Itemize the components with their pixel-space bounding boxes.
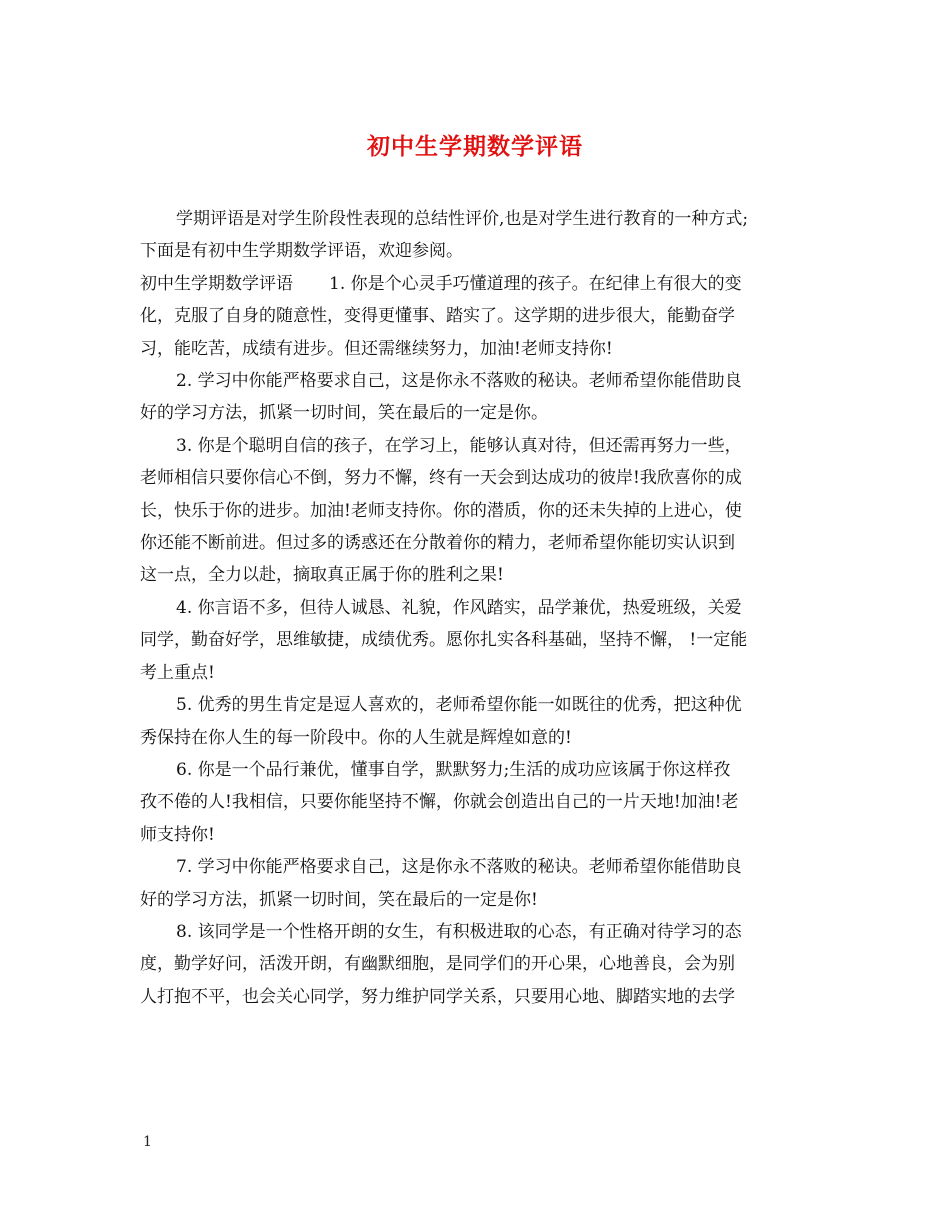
text-line: 好的学习方法，抓紧一切时间，笑在最后的一定是你! <box>140 889 538 910</box>
text-line: 习，能吃苦，成绩有进步。但还需继续努力，加油!老师支持你! <box>140 338 613 359</box>
document-body <box>140 203 820 1013</box>
page-number: 1 <box>143 1134 152 1150</box>
text-line: 3. 你是个聪明自信的孩子，在学习上，能够认真对待，但还需再努力一些， <box>176 435 742 456</box>
text-line: 长，快乐于你的进步。加油!老师支持你。你的潜质，你的还未失掉的上进心，使 <box>140 500 742 521</box>
text-line <box>140 268 820 300</box>
text-line: 秀保持在你人生的每一阶段中。你的人生就是辉煌如意的! <box>140 727 572 748</box>
text-line: 8. 该同学是一个性格开朗的女生，有积极进取的心态，有正确对待学习的态 <box>176 921 742 942</box>
text-line: 度，勤学好问，活泼开朗，有幽默细胞，是同学们的开心果，心地善良，会为别 <box>140 954 735 975</box>
text-line: 孜不倦的人!我相信，只要你能坚持不懈，你就会创造出自己的一片天地!加油!老 <box>140 792 739 813</box>
text-line: 7. 学习中你能严格要求自己，这是你永不落败的秘诀。老师希望你能借助良 <box>176 857 742 878</box>
text-line: 学期评语是对学生阶段性表现的总结性评价,也是对学生进行教育的一种方式; <box>176 209 749 229</box>
text-line: 6. 你是一个品行兼优，懂事自学，默默努力;生活的成功应该属于你这样孜 <box>176 759 731 780</box>
document-title: 初中生学期数学评语 <box>367 133 583 160</box>
text-line: 老师相信只要你信心不倒，努力不懈，终有一天会到达成功的彼岸!我欣喜你的成 <box>140 468 742 489</box>
text-line-content: 1. 你是个心灵手巧懂道理的孩子。在纪律上有很大的变 <box>329 273 742 294</box>
text-line: 人打抱不平，也会关心同学，努力维护同学关系，只要用心地、脚踏实地的去学 <box>140 986 735 1007</box>
text-line: 同学，勤奋好学，思维敏捷，成绩优秀。愿你扎实各科基础，坚持不懈， !一定能 <box>140 630 748 651</box>
text-line: 师支持你! <box>140 824 215 845</box>
text-line: 下面是有初中生学期数学评语，欢迎参阅。 <box>140 241 463 262</box>
text-line: 化，克服了自身的随意性，变得更懂事、踏实了。这学期的进步很大，能勤奋学 <box>140 306 735 327</box>
text-line: 4. 你言语不多，但待人诚恳、礼貌，作风踏实，品学兼优，热爱班级，关爱 <box>176 597 742 618</box>
text-line: 这一点，全力以赴，摘取真正属于你的胜利之果! <box>140 565 504 586</box>
section-label: 初中生学期数学评语 <box>140 273 293 294</box>
text-line: 好的学习方法，抓紧一切时间，笑在最后的一定是你。 <box>140 403 548 424</box>
text-line: 你还能不断前进。但过多的诱惑还在分散着你的精力，老师希望你能切实认识到 <box>140 533 735 554</box>
text-line: 5. 优秀的男生肯定是逗人喜欢的，老师希望你能一如既往的优秀，把这种优 <box>176 695 742 716</box>
text-line: 2. 学习中你能严格要求自己，这是你永不落败的秘诀。老师希望你能借助良 <box>176 371 742 392</box>
text-line: 考上重点! <box>140 662 215 683</box>
